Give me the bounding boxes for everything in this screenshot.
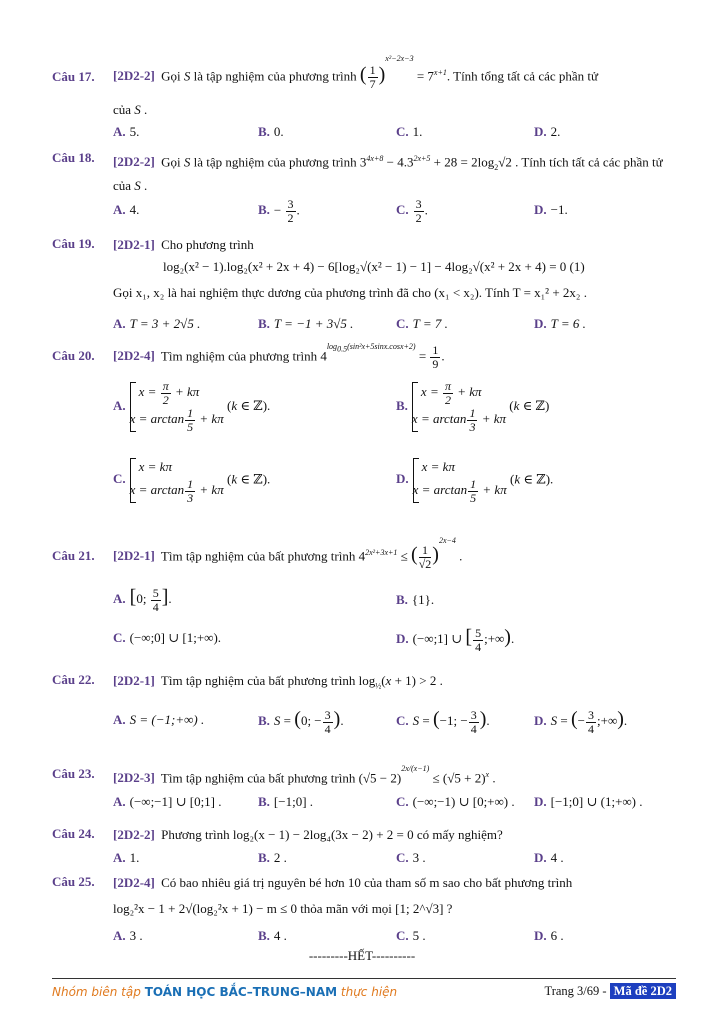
footer-credit: Nhóm biên tập TOÁN HỌC BẮC–TRUNG–NAM thực hiện <box>52 985 398 999</box>
question-number: Câu 24. <box>52 826 95 841</box>
question-22: Câu 22. [2D2-1] Tìm tập nghiệm của bất phương trình $\log_{\frac{1}{2}}(x + 1) > 2$ . A. S = (−1;+∞) . B. S = (0; − $\frac{3}{4}$ ). C. S = (−1; − $\frac{3}{4}$ ). D. S = (− $\frac{3}{4}$ ;+∞). <box>52 672 676 752</box>
question-23: Câu 23. [2D2-3] Tìm tập nghiệm của bất phương trình $(√5 - 2)^{2x/(x-1)} \le (√5 + 2)^x$ . A. (−∞;−1] ∪ [0;1] . B. [−1;0] . C. (−∞;−1) ∪ [0;+∞) . D. [−1;0] ∪ (1;+∞) . <box>52 762 676 822</box>
page-footer <box>52 978 676 1005</box>
question-19: Câu 19. [2D2-1] Cho phương trình log₂(x² − 1).log₂(x² + 2x + 4) − 6[log₂√(x² − 1) − 1] − 4log₂√(x² + 2x + 4) = 0 (1) Gọi x₁, x₂ là hai nghiệm thực dương của phương trình đã cho (x₁ < x₂). Tính T = x₁² + 2x₂ . A. T = 3 + 2√5 . B. T = −1 + 3√5 . C. T = 7 . D. T = 6 . <box>52 236 676 336</box>
question-number: Câu 20. <box>52 348 95 363</box>
question-text: [2D2-1] Tìm tập nghiệm của bất phương trình $\log_{\frac{1}{2}}(x + 1) > 2$ . <box>113 673 443 691</box>
option-d: D.x = kπ x = arctan $\frac{1}{5}$ + kπ (k ∈ ℤ). <box>396 456 553 505</box>
question-text: [2D2-2] Phương trình log₂(x − 1) − 2log₄(3x − 2) + 2 = 0 có mấy nghiệm? <box>113 827 503 842</box>
option-c: C.x = kπ x = arctan $\frac{1}{3}$ + kπ (k ∈ ℤ). <box>113 456 270 505</box>
question-24: Câu 24. [2D2-2] Phương trình log₂(x − 1) − 2log₄(3x − 2) + 2 = 0 có mấy nghiệm? A. 1. B. 2 . C. 3 . D. 4 . <box>52 826 676 870</box>
option-b: B.x = $\frac{\pi}{2}$ + kπ x = arctan $\frac{1}{3}$ + kπ (k ∈ ℤ) <box>396 379 550 434</box>
equation: log₂(x² − 1).log₂(x² + 2x + 4) − 6[log₂√(x² − 1) − 1] − 4log₂√(x² + 2x + 4) = 0 (1) <box>163 259 585 274</box>
question-text: [2D2-4] Có bao nhiêu giá trị nguyên bé hơn 10 của tham số m sao cho bất phương trình log₂²x − 1 + 2√(log₂²x + 1) − m ≤ 0 thỏa mãn với mọi [1; 2^√3] ? <box>113 875 573 916</box>
footer-page: Trang 3/69 - Mã đề 2D2 <box>545 984 677 999</box>
question-21: Câu 21. [2D2-1] Tìm tập nghiệm của bất phương trình $4^{2x^2+3x+1}$ ≤ ( $\frac{1}{√2}$ )$^{2x-4}$ . A. [0; $\frac{5}{4}$ ]. B. {1}. C. (−∞;0] ∪ [1;+∞). D. (−∞;1] ∪ [ $\frac{5}{4}$ ;+∞). <box>52 540 676 660</box>
question-number: Câu 21. <box>52 548 95 563</box>
question-number: Câu 18. <box>52 150 95 165</box>
question-number: Câu 17. <box>52 69 95 84</box>
question-text: [2D2-2] Gọi S là tập nghiệm của phương trình $3^{4x+8} - 4.3^{2x+5} + 28 = 2\log_2√2$ . Tính tích tất cả các phần tử của S . <box>113 154 663 193</box>
question-text: [2D2-4] Tìm nghiệm của phương trình $4^{log_{0.5}(sin^2x+5sinx.cosx+2)}$ = $\frac{1}{9}$ . <box>113 342 445 371</box>
question-number: Câu 25. <box>52 874 95 889</box>
question-25: Câu 25. [2D2-4] Có bao nhiêu giá trị nguyên bé hơn 10 của tham số m sao cho bất phương trình log₂²x − 1 + 2√(log₂²x + 1) − m ≤ 0 thỏa mãn với mọi [1; 2^√3] ? A. 3 . B. 4 . C. 5 . D. 6 . <box>52 874 676 946</box>
exam-code-badge: Mã đề 2D2 <box>610 983 676 999</box>
question-number: Câu 19. <box>52 236 95 251</box>
question-text: [2D2-3] Tìm tập nghiệm của bất phương trình $(√5 - 2)^{2x/(x-1)} \le (√5 + 2)^x$ . <box>113 764 496 786</box>
question-18: Câu 18. [2D2-2] Gọi S là tập nghiệm của phương trình $3^{4x+8} - 4.3^{2x+5} + 28 = 2\log_2√2$ . Tính tích tất cả các phần tử của S . A. 4. B. − $\frac{3}{2}$ . C. $\frac{3}{2}$ . D. −1. <box>52 150 676 230</box>
question-text: [2D2-1] Cho phương trình log₂(x² − 1).log₂(x² + 2x + 4) − 6[log₂√(x² − 1) − 1] − 4log₂√(x² + 2x + 4) = 0 (1) Gọi x₁, x₂ là hai nghiệm thực dương của phương trình đã cho (x₁ < x₂). Tính T = x₁² + 2x₂ . <box>113 236 676 302</box>
end-marker: ---------HẾT---------- <box>308 948 416 963</box>
question-text: [2D2-2] Gọi S là tập nghiệm của phương trình ( $\frac{1}{7}$ )$^{x^2-2x-3} = 7^{x+1}$. Tính tổng tất cả các phần tử của S . <box>113 54 599 117</box>
question-17: Câu 17. [2D2-2] Gọi S là tập nghiệm của phương trình ( $\frac{1}{7}$ )$^{x^2-2x-3} = 7^{x+1}$. Tính tổng tất cả các phần tử của S . A. 5. B. 0. C. 1. D. 2. <box>52 64 676 144</box>
question-20 <box>52 344 676 534</box>
question-number: Câu 22. <box>52 672 95 687</box>
option-a: A.x = $\frac{\pi}{2}$ + kπ x = arctan $\frac{1}{5}$ + kπ (k ∈ ℤ). <box>113 379 271 434</box>
question-number: Câu 23. <box>52 766 95 781</box>
question-text: [2D2-1] Tìm tập nghiệm của bất phương trình $4^{2x^2+3x+1}$ ≤ ( $\frac{1}{√2}$ )$^{2x-4}$ . <box>113 536 463 571</box>
